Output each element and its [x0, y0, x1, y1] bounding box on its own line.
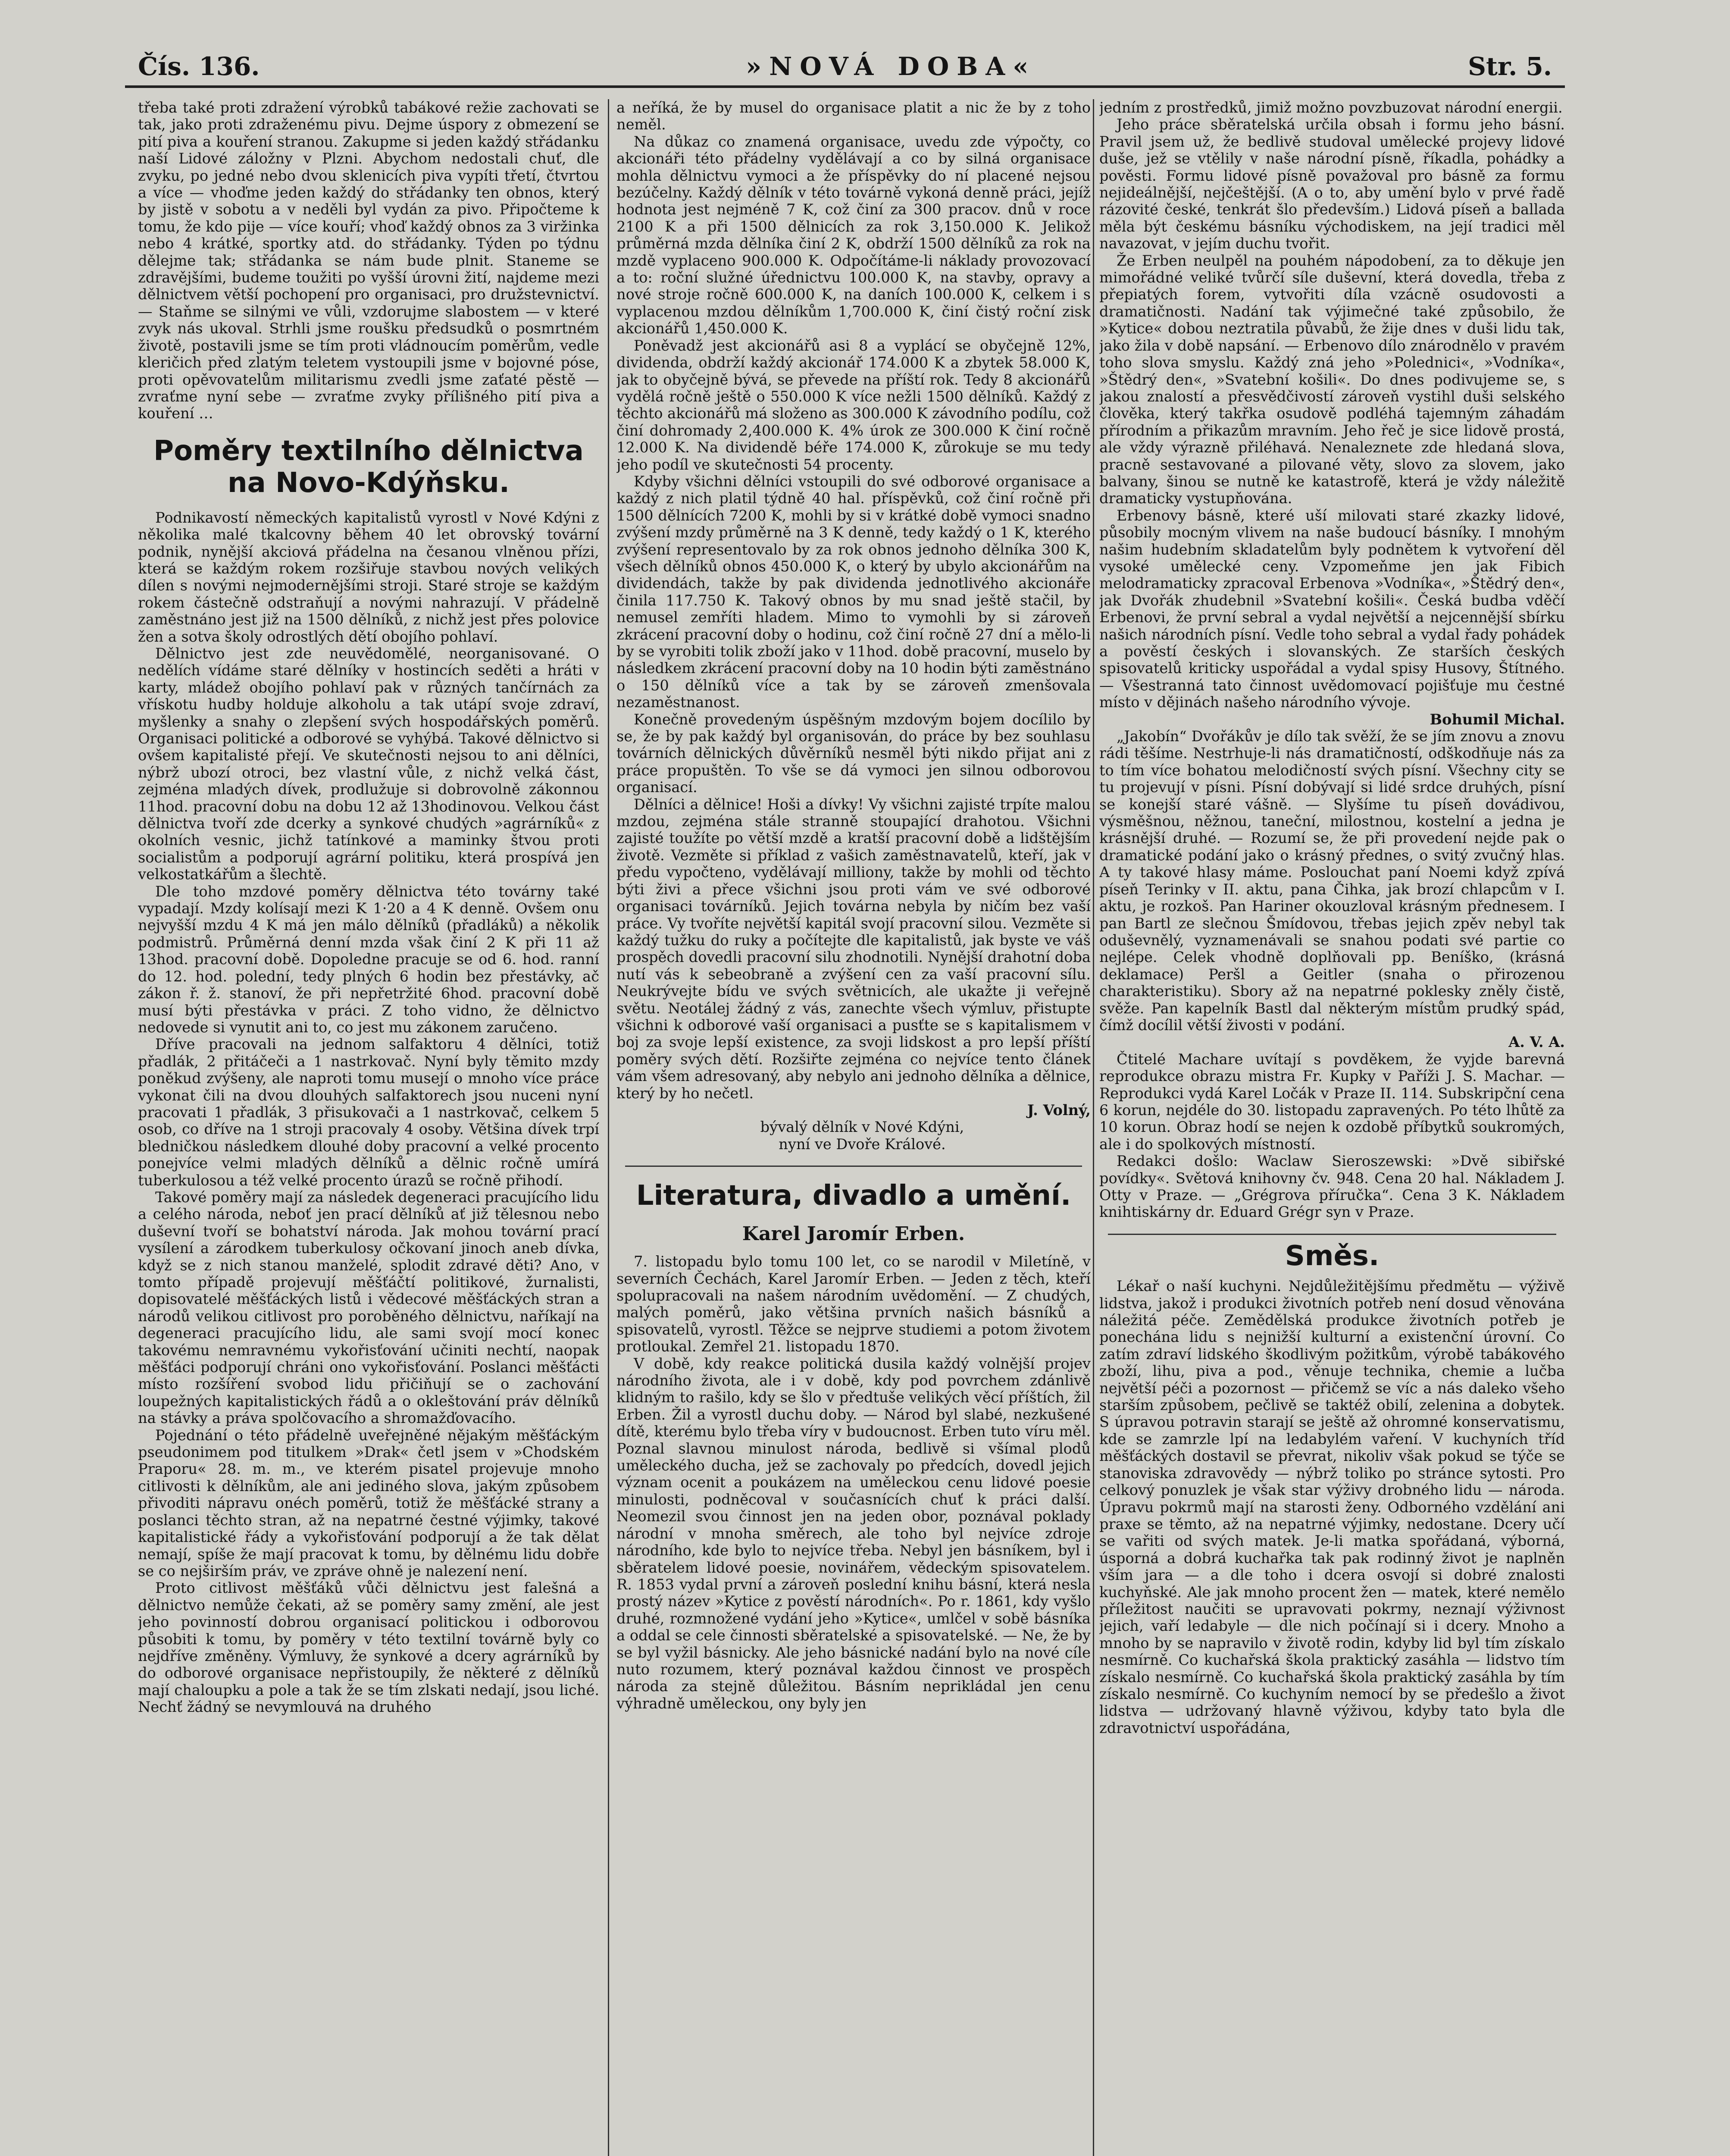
- author-signature: Bohumil Michal.: [1430, 710, 1565, 728]
- article-subheadline: Karel Jaromír Erben.: [742, 1223, 965, 1245]
- paragraph: Dle toho mzdové poměry dělnictva této továrny také vypadají. Mzdy kolísají mezi K 1·20 a 4 K denně. Ovšem onu nejvyšší mzdu 4 K má jen málo dělníků (přadláků) a několik podmistrů. Průměrná denní mzda však činí 2 K při 11 až 13hod. pracovní době. Dopoledne pracuje se od 6. hod. ranní do 12. hod. polední, tedy plných 6 hodin bez přestávky, ač zákon ř. ž. stanoví, že při nepřetržité 6hod. pracovní době musí býti přestávka v práci. Z toho vidno, že dělnictvo nedovede si vynutit ani to, co jest mu zákonem zaručeno.: [138, 883, 599, 1036]
- section-headline: Literatura, divadlo a umění.: [636, 1180, 1071, 1212]
- paragraph: Dělnictvo jest zde neuvědomělé, neorganisované. O nedělích vídáme staré dělníky v hostincích seděti a hráti v karty, mládež obojího pohlaví pak v různých tančírnách za vřískotu hudby holduje alkoholu a tak utápí svoje zdraví, myšlenky a snahy o zlepšení svých hospodářských poměrů. Organisaci politické a odborové se vyhýbá. Takové dělnictvo si ovšem kapitalisté přejí. Ve skutečnosti nejsou to ani dělníci, nýbrž ubozí otroci, bez vlastní vůle, z nichž velká část, zejména mladých dívek, prodlužuje si dobrovolně zákonnou 11hod. pracovní dobu na dobu 12 až 13hodinovou. Velkou část dělnictva tvoří zde dcerky a synkové chudých »agrárníků« z okolních vesnic, jichž tatínkové a maminky štvou proti socialistům a podporují agrární politiku, která prospívá jen velkostatkářům a šlechtě.: [138, 645, 599, 883]
- paragraph: Čtitelé Machare uvítají s povděkem, že vyjde barevná reprodukce obrazu mistra Fr. Kupky v Paříži J. S. Machar. — Reprodukci vydá Karel Ločák v Praze II. 114. Subskripční cena 6 korun, nejdéle do 30. listopadu zapravených. Po této lhůtě za 10 korun. Obraz hodí se nejen k ozdobě příbytků soukromých, ale i do spolkových místností.: [1099, 1050, 1565, 1153]
- paragraph: Pojednání o této přádelně uveřejněné nějakým měšťáckým pseudonimem pod titulkem »Drak« četl jsem v »Chodském Praporu« 28. m. m., ve kterém pisatel projevuje mnoho citlivosti k dělníkům, ale ani jediného slova, jakým způsobem přivoditi nápravu onéch poměrů, totiž že měšťácké strany a poslanci těchto stran, až na nepatrné čestné výjimky, takové kapitalistické řády a vykořisťování podporují a že tak dělat nemají, spíše že mají pracovat k tomu, by dělnému lidu dobře se co nejširším práv, ve zpráve ohně je nalezení není.: [138, 1426, 599, 1579]
- paragraph: Na důkaz co znamená organisace, uvedu zde výpočty, co akcionáři této přádelny vydělávají a co by silná organisace mohla dělnictvu vymoci a že příspěvky do ní placené nejsou bezúčelny. Každý dělník v této továrně vykoná denně práci, jejíž hodnota jest nejméně 7 K, což činí za 300 pracov. dnů v roce 2100 K a při 1500 dělnicích za rok 3,150.000 K. Jelikož průměrná mzda dělníka činí 2 K, obdrží 1500 dělníků za rok na mzdě vyplaceno 900.000 K. Odpočítáme-li náklady provozovací a to: roční služné úřednictvu 100.000 K, na stavby, opravy a nové stroje ročně 600.000 K, na daních 100.000 K, celkem i s vyplacenou mzdou dělníkům 1,700.000 K, činí čistý roční zisk akcionářů 1,450.000 K.: [616, 133, 1091, 337]
- column-divider: [608, 99, 609, 2156]
- section-headline: Směs.: [1285, 1240, 1380, 1272]
- paragraph: Erbenovy básně, které uší milovati staré zkazky lidové, působily mocným vlivem na naše budoucí básníky. I mnohým našim hudebním skladatelům byly podnětem k vytvoření děl vysoké umělecké ceny. Vzpomeňme jen jak Fibich melodramaticky zpracoval Erbenova »Vodníka«, »Štědrý den«, jak Dvořák zhudebnil »Svatební košili«. Česká budba vděčí Erbenovi, že první sebral a vydal největší a nejcennější sbírku našich národních písní. Vedle toho sebral a vydal řady pohádek a pověstí českých i slovanských. Ze starších českých spisovatelů kriticky uspořádal a vydal spisy Husovy, Štítného. — Všestranná tato činnost uvědomovací pojišťuje mu čestné místo v dějinách našeho národního vývoje.: [1099, 507, 1565, 711]
- masthead: »NOVÁ DOBA«: [746, 52, 1036, 81]
- column-3: [1099, 99, 1565, 2156]
- paragraph: Poněvadž jest akcionářů asi 8 a vyplácí se obyčejně 12%, dividenda, obdrží každý akcionář 174.000 K a zbytek 58.000 K, jak to obyčejně bývá, se převede na příští rok. Tedy 8 akcionářů vydělá ročně ještě o 550.000 K více nežli 1500 dělníků. Každý z těchto akcionářů má složeno as 300.000 K závodního podílu, což činí dohromady 2,400.000 K. 4% úrok ze 300.000 K činí ročně 12.000 K. Na dividendě béře 174.000 K, zůrokuje se mu tedy jeho podíl ve skutečnosti 54 procenty.: [616, 337, 1091, 473]
- paragraph: Podnikavostí německých kapitalistů vyrostl v Nové Kdýni z několika malé tkalcovny během 40 let obrovský tovární podnik, nynější akciová přádelna na česanou vlněnou přízi, která se každým rokem rozšiřuje stavbou nových velikých dílen s novými nejmodernějšími stroji. Staré stroje se každým rokem částečně odstraňují a novými nahrazují. V přádelně zaměstnáno jest již na 1500 dělníků, z nichž jest přes polovice žen a sotva školy odrostlých dětí obojího pohlaví.: [138, 509, 599, 645]
- paragraph: Dříve pracovali na jednom salfaktoru 4 dělníci, totiž přadlák, 2 přitáčeči a 1 nastrkovač. Nyní byly těmito mzdy poněkud zvýšeny, ale naproti tomu musejí o mnoho více práce vykonat čili na dvou dlouhých salfaktorech jsou nuceni nyní pracovati 1 přadlák, 3 přisukovači a 1 nastrkovač, celkem 5 osob, co dříve na 1 stroji pracovaly 4 osoby. Většina dívek trpí bledničkou následkem dlouhé doby pracovní a velké procento ponejvíce velmi mladých dělníků a dělnic ročně umírá tuberkulosou a též velké procento úrazů se ročně přihodí.: [138, 1036, 599, 1189]
- issue-number: Čís. 136.: [138, 52, 260, 81]
- author-note: bývalý dělník v Nové Kdýni,: [760, 1119, 964, 1136]
- paragraph: Lékař o naší kuchyni. Nejdůležitějšímu předmětu — výživě lidstva, jakož i produkci životních potřeb není dosud věnována náležitá péče. Zemědělská produkce životních potřeb je ponechána lidu s nejnižší kulturní a existenční úrovní. Co zatím zdraví lidského škodlivým požitkům, výrobě tabákového zboží, lihu, piva a pod., věnuje technika, chemie a lučba největší péči a pozornost — přičemž se víc a nás daleko všeho starším způsobem, pečlivě se taktéž obilí, zelenina a dobytek. S úpravou potravin starají se ještě až ohromné konservatismu, kde se zamrzle lpí na ledabylém vaření. V kuchyních tříd měšťáckých dostavil se převrat, nikoliv však pokud se týče se stanoviska zdravovědy — nýbrž toliko po stránce sytosti. Pro celkový ponuzlek je však star výživy drobného lidu — národa. Úpravu pokrmů mají na starosti ženy. Odborného vzdělání ani praxe se těmto, až na nepatrné výjimky, nedostane. Dcery učí se vařiti od svých matek. Je-li matka spořádaná, výborná, úsporná a dobrá kuchařka tak pak rodinný život je naplněn vším jara — a dle toho i dcera osvojí si dobré znalosti kuchyňské. Ale jak mnoho procent žen — matek, které nemělo příležitost naučiti se upravovati pokrmy, neznají výživnost jejich, vaří ledabyle — dle nich počínají si i dcery. Mnoho a mnoho by se napravilo v životě rodin, kdyby lid byl tím získalo nesmírně. Co kuchařská škola praktický zasáhla — lidstvo tím získalo nesmírně. Co kuchařská škola praktický zasáhla by tím získalo nesmírně. Co kuchyním nemocí by se předešlo a život lidstva — udržovaný hlavně výživou, kdyby tato byla dle zdravotnictví uspořádána,: [1099, 1278, 1565, 1736]
- author-signature: A. V. A.: [1508, 1033, 1565, 1051]
- author-note: nyní ve Dvoře Králové.: [779, 1135, 946, 1153]
- column-2: [616, 99, 1091, 2156]
- paragraph: Že Erben neulpěl na pouhém nápodobení, za to děkuje jen mimořádné veliké tvůrčí síle duševní, která dovedla, třeba z přepiatých forem, vytvořiti díla vzácně osudovosti a dramatičnosti. Nadání tak výjimečné také způsobilo, že »Kytice« dobou neztratila půvabů, že žije dnes v duši lidu tak, jako žila v době napsání. — Erbenovo dílo znárodnělo v pravém toho slova smyslu. Každý zná jeho »Polednici«, »Vodníka«, »Štědrý den«, »Svatební košili«. Do dnes podivujeme se, s jakou znalostí a přesvědčivostí zároveň vystihl duši selského člověka, který takřka osudově podléhá tajemným záhadám přírodním a přikazům mravním. Jeho řeč je sice lidově prostá, ale vždy výrazně přiléhavá. Nenaleznete zde hledaná slova, pracně sestavované a pilované věty, slovo za slovem, jako balvany, šinou se nutně ke katastrofě, která je vždy náležitě dramaticky vystupňována.: [1099, 252, 1565, 507]
- section-rule: [1108, 1234, 1556, 1235]
- page-header: [125, 47, 1565, 86]
- paragraph: třeba také proti zdražení výrobků tabákové režie zachovati se tak, jako proti zdraženému pivu. Dejme úspory z obmezení se pití piva a kouření stranou. Zakupme si jeden každý střádanku naší Lidové záložny v Plzni. Abychom nedostali chuť, dle zvyku, po jedné nebo dvou sklenicích piva vypíti třetí, čtvrtou a více — vhoďme jeden každý do střádanky ten obnos, který by jistě v sobotu a v neděli byl vydán za pivo. Připočteme k tomu, že kdo pije — více kouří; vhoď každý obnos za 3 viržinka nebo 4 krátké, sportky atd. do střádanky. Týden po týdnu dělejme tak; střádanka se nám bude plnit. Staneme se zdravějšími, budeme toužiti po vyšší úrovni žití, najdeme mezi dělnictvem větší pochopení pro organisaci, pro družstevnictví. — Staňme se silnými ve vůli, vzdorujme slabostem — v které zvyk nás ukoval. Strhli jsme roušku předsudků o posmrtném životě, postavili jsme se tím proti vládnoucím poměrům, vedle kleričich před zlatým teletem vystoupili jsme v bojovné póse, proti opěvovatelům militarismu zvedli jsme zaťaté pěstě — zvraťme nyní sebe — zvraťme zvyky přílišného pití piva a kouření …: [138, 99, 599, 422]
- paragraph: Proto citlivost měšťáků vůči dělnictvu jest falešná a dělnictvo nemůže čekati, až se poměry samy změní, ale jest jeho povinností dobrou organisací politickou i odborovou působiti k tomu, by poměry v této textilní továrně byly co nejdříve změněny. Výmluvy, že synkové a dcery agrárníků by do odborové organisace nepřistoupily, že některé z dělníků mají chaloupku a pole a tak že se tím zlskati nedají, jsou liché. Nechť žádný se nevymlouvá na druhého: [138, 1579, 599, 1716]
- page-number: Str. 5.: [1468, 52, 1552, 81]
- paragraph: Jeho práce sběratelská určila obsah i formu jeho básní. Pravil jsem už, že bedlivě studoval umělecké projevy lidové duše, jež se vtělily v naše národní písně, říkadla, pohádky a pověsti. Formu lidové písně považoval pro básně za formu nejideálnější, nejčeštější. (A o to, aby umění bylo v prvé řadě rázovité české, tenkrát šlo především.) Lidová píseň a ballada měla být českému básníku východiskem, na její tradici měl navazovat, v jejím duchu tvořit.: [1099, 116, 1565, 252]
- paragraph: a neříká, že by musel do organisace platit a nic že by z toho neměl.: [616, 99, 1091, 133]
- header-rule: [125, 85, 1565, 88]
- author-signature: J. Volný,: [1027, 1101, 1091, 1119]
- paragraph: Kdyby všichni dělníci vstoupili do své odborové organisace a každý z nich platil týdně 40 hal. příspěvků, což činí ročně při 1500 dělnících 7200 K, mohli by si v krátké době vymoci snadno zvýšení mzdy průměrně na 3 K denně, tedy každý o 1 K, kterého zvýšení representovalo by za rok obnos jednoho dělníka 300 K, všech dělníků obnos 450.000 K, o který by ubylo akcionářům na dividendách, takže by pak dividenda jednotlivého akcionáře činila 117.750 K. Takový obnos by mu snad ještě stačil, by nemusel zemříti hladem. Mimo to vymohli by si zároveň zkrácení pracovní doby o hodinu, což činí ročně 27 dní a mělo-li by se vyrobiti tolik zboží jako v 11hod. době pracovní, muselo by následkem zkrácení pracovní doby na 10 hodin býti zaměstnáno o 150 dělníků více a tak by se zároveň zmenšovala nezaměstnanost.: [616, 473, 1091, 711]
- paragraph: 7. listopadu bylo tomu 100 let, co se narodil v Miletíně, v severních Čechách, Karel Jaromír Erben. — Jeden z těch, kteří spolupracovali na našem národním uvědomění. — Z chudých, malých poměrů, jako většina prvních našich básníků a spisovatelů, vyrostl. Těžce se nejprve studiemi a potom životem protloukal. Zemřel 21. listopadu 1870.: [616, 1253, 1091, 1355]
- paragraph: Dělníci a dělnice! Hoši a dívky! Vy všichni zajisté trpíte malou mzdou, zejména stále stranně stoupající drahotou. Všichni zajisté toužíte po větší mzdě a kratší pracovní době a lidštějším životě. Vezměte si příklad z vašich zaměstnavatelů, kteří, jak v předu vypočteno, vydělávají milliony, takže by mohli od těchto býti živi a přece všichni jsou proti vám ve své odborové organisaci továrníků. Jejich továrna nebyla by ničím bez vaší práce. Vy tvoříte největší kapitál svojí pracovní silou. Vezměte si každý tužku do ruky a počítejte dle kapitalistů, jak byste ve váš prospěch dovedli pracovní silu zhodnotili. Nynější drahotní doba nutí vás k sebeobraně a zvýšení cen za vaší pracovní sílu. Neukrývejte bídu ve svých světnicích, ale ukažte ji veřejně světu. Neotálej žádný z vás, zanechte všech výmluv, přistupte všichni k odborové vaší organisaci a pusťte se s kapitalismem v boj za svoje lepší existence, za svoji lidskost a pro lepší příští poměry svých dětí. Rozšiřte zejména co nejvíce tento článek vám všem adresovaný, aby nebylo ani jednoho dělníka a dělnice, který by ho nečetl.: [616, 796, 1091, 1102]
- column-1: [138, 99, 599, 2156]
- paragraph: „Jakobín“ Dvořákův je dílo tak svěží, že se jím znovu a znovu rádi těšíme. Nestrhuje-li nás dramatičností, odškodňuje nás za to tím více bohatou melodičností svých písní. Všechny city se tu projevují v písni. Písní dobývají si lidé srdce druhých, písní se konejší staré vášně. — Slyšíme tu píseň dovádivou, výsměšnou, něžnou, taneční, milostnou, kostelní a jedna je krásnější druhé. — Rozumí se, že při provedení nejde pak o dramatické podání jako o krásný přednes, o svitý zvučný hlas. A ty takové hlasy máme. Poslouchat paní Noemi když zpívá píseň Terinky v II. aktu, pana Čihka, jak brozí chlapcům v I. aktu, je rozkoš. Pan Hariner okouzloval krásným přednesem. I pan Bartl ze slečnou Šmídovou, třebas jejich zpěv nebyl tak oduševnělý, vyznamenávali se snahou podati své partie co nejlépe. Celek vhodně doplňovali pp. Beníško, (krásná deklamace) Peršl a Geitler (snaha o přirozenou charakteristiku). Sbory až na nepatrné poklesky zněly čistě, svěže. Pan kapelník Bastl dal některým místům prudký spád, čímž docílil větší živosti v podání.: [1099, 728, 1565, 1034]
- paragraph: Takové poměry mají za následek degeneraci pracujícího lidu a celého národa, neboť jen prací dělníků ať již tělesnou nebo duševní tvoří se bohatství národa. Jak mohou tovární prací vysílení a zárodkem tuberkulosy očkovaní jinoch aneb dívka, když se z nich stanou manželé, splodit zdravé děti? Ano, v tomto případě projevují měšťáčtí politikové, žurnalisti, dopisovatelé měšťáckých listů i vědecové měšťáckých stran a národů velikou citlivost pro poroběného dělnictvu, naříkají na degeneraci pracujícího lidu, ale sami svojí mocí konec takovému nemravnému vykořisťování učiniti nechtí, naopak měšťáci podporují chráni ono vykořisťování. Poslanci měšťácti místo rozšíření svobod lidu přičiňují se o zachování loupežných kapitalistických řádů a o okleštování práv dělníků na stávky a práva spolčovacího a shromažďovacího.: [138, 1188, 599, 1427]
- column-divider: [1093, 99, 1094, 2156]
- paragraph: Redakci došlo: Waclaw Sieroszewski: »Dvě sibiřské povídky«. Světová knihovny čv. 948. Cena 20 hal. Nákladem J. Otty v Praze. — „Grégrova příručka“. Cena 3 K. Nákladem knihtiskárny dr. Eduard Grégr syn v Praze.: [1099, 1153, 1565, 1221]
- section-rule: [625, 1166, 1082, 1167]
- article-headline: Poměry textilního dělnictva na Novo-Kdýňsku.: [153, 435, 584, 499]
- paragraph: jedním z prostředků, jimiž možno povzbuzovat národní energii.: [1099, 99, 1563, 116]
- paragraph: V době, kdy reakce politická dusila každý volnější projev národního života, ale i v době, kdy pod povrchem zdánlivě klidným to rašilo, kdy se šlo v předtuše velikých věcí příštích, žil Erben. Žil a vyrostl duchu doby. — Národ byl slabé, nezkušené dítě, kterému bylo třeba víry v budoucnost. Erben tuto víru měl. Poznal slavnou minulost národa, bedlivě si všímal plodů uměleckého ducha, jež se zachovaly po předcích, dovedl jejich význam ocenit a poukázem na uměleckou cenu lidové poesie minulosti, podněcoval v současnících chuť k práci další. Neomezil svou činnost jen na jeden obor, poznával poklady národní v mnoha směrech, ale toho byl nejvíce zdroje národního, kde bylo to nejvíce třeba. Nebyl jen básníkem, byl i sběratelem lidové poesie, novinářem, vědeckým spisovatelem. R. 1853 vydal první a zároveň poslední knihu básní, která nesla prostý název »Kytice z pověstí národních«. Po r. 1861, kdy vyšlo druhé, rozmnožené vydání jeho »Kytice«, umlčel v sobě básníka a oddal se cele činnosti sběratelské a spisovatelské. — Ne, že by se byl vyžil básnicky. Ale jeho básnické nadání bylo na nové cíle nuto rozumem, který poznával každou činnost ve prospěch národa za stejně důležitou. Básním neprikládal jen cenu výhradně uměleckou, ony byly jen: [616, 1355, 1091, 1712]
- paragraph: Konečně provedeným úspěšným mzdovým bojem docílilo by se, že by pak každý byl organisován, do práce by bez souhlasu továrních dělnických důvěrníků nesměl býti nikdo přijat ani z práce propuštěn. To vše se dá vymoci jen silnou odborovou organisací.: [616, 711, 1091, 796]
